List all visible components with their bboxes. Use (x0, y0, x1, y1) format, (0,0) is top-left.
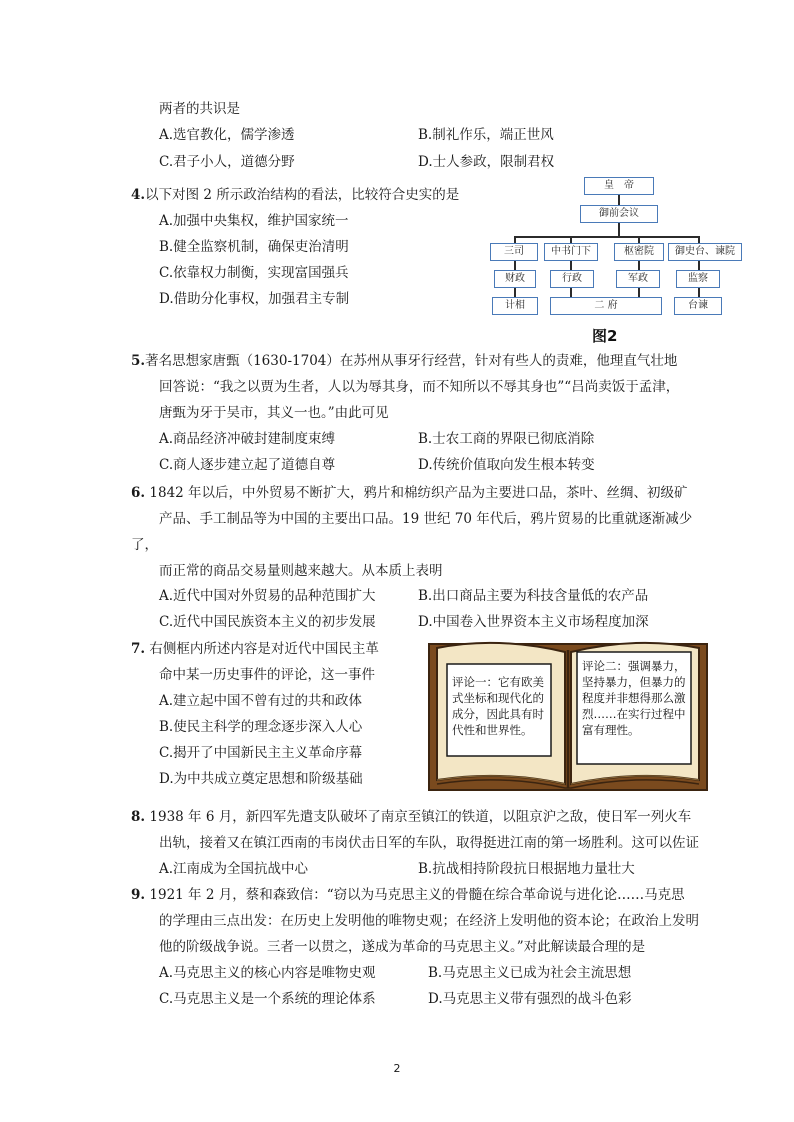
q9-option-d: D.马克思主义带有强烈的战斗色彩 (428, 991, 632, 1007)
q6-line-3: 了， (131, 537, 158, 553)
q7-option-a: A.建立起中国不曾有过的共和政体 (159, 693, 363, 709)
q4-option-c: C.依靠权力制衡，实现富国强兵 (159, 265, 349, 281)
connector (514, 236, 698, 238)
connector (570, 260, 572, 270)
q3-option-b: B.制礼作乐，端正世风 (418, 127, 554, 143)
q6-line-4: 而正常的商品交易量则越来越大。从本质上表明 (159, 563, 443, 579)
question-number: 8. (131, 809, 146, 825)
connector (698, 260, 700, 270)
question-number: 6. (131, 485, 146, 501)
q5-option-a: A.商品经济冲破封建制度束缚 (159, 431, 336, 447)
q6-option-a: A.近代中国对外贸易的品种范围扩大 (159, 588, 376, 604)
q3-option-c: C.君子小人，道德分野 (159, 154, 295, 170)
q8-text: 1938 年 6 月，新四军先遣支队破坏了南京至镇江的铁道，以阻京沪之敌，使日军一列火车 (149, 809, 692, 825)
q6-option-b: B.出口商品主要为科技含量低的农产品 (418, 588, 649, 604)
q6-option-d: D.中国卷入世界资本主义市场程度加深 (418, 614, 649, 630)
q4-option-b: B.健全监察机制，确保吏治清明 (159, 239, 349, 255)
q5-option-c: C.商人逐步建立起了道德自尊 (159, 457, 336, 473)
political-structure-diagram (488, 174, 748, 344)
page-number: 2 (393, 1062, 401, 1075)
q7-text: 右侧框内所述内容是对近代中国民主革 (149, 641, 379, 657)
q7-line-2: 命中某一历史事件的评论，这一事件 (159, 667, 375, 683)
q3-option-d: D.士人参政，限制君权 (418, 154, 555, 170)
q5-text: 著名思想家唐甄（1630-1704）在苏州从事牙行经营，针对有些人的责难，他理直气壮地 (145, 353, 678, 369)
q6-line-1 (131, 484, 688, 502)
q3-stem-tail: 两者的共识是 (159, 101, 240, 117)
q4-option-d: D.借助分化事权，加强君主专制 (159, 291, 350, 307)
open-book-illustration (425, 634, 711, 794)
q9-text: 1921 年 2 月，蔡和森致信：“窃以为马克思主义的骨髓在综合革命说与进化论……马克思 (149, 887, 685, 903)
connector (638, 260, 640, 270)
q6-option-c: C.近代中国民族资本主义的初步发展 (159, 614, 376, 630)
box-imperial-council: 御前会议 (580, 205, 658, 223)
comment-two: 评论二：强调暴力，坚持暴力，但暴力的程度并非想得那么激烈……在实行过程中富有理性。 (582, 659, 686, 737)
figure-label: 图2 (592, 327, 618, 345)
q5-line-1 (131, 352, 677, 370)
q7-option-d: D.为中共成立奠定思想和阶级基础 (159, 771, 363, 787)
q8-option-a: A.江南成为全国抗战中心 (159, 861, 309, 877)
box-supervision: 监察 (676, 270, 720, 288)
q8-line-1 (131, 808, 691, 826)
q9-option-a: A.马克思主义的核心内容是唯物史观 (159, 965, 376, 981)
box-shumiyuan: 枢密院 (614, 243, 664, 261)
box-erfu: 二 府 (550, 297, 662, 315)
q9-line-1 (131, 886, 685, 904)
q5-option-d: D.传统价值取向发生根本转变 (418, 457, 595, 473)
q9-option-c: C.马克思主义是一个系统的理论体系 (159, 991, 376, 1007)
box-sansi: 三司 (490, 243, 538, 261)
box-zhongshu-menxia: 中书门下 (544, 243, 598, 261)
connector (618, 222, 620, 236)
question-number: 7. (131, 641, 146, 657)
q4-question (131, 186, 459, 204)
q8-line-2: 出轨，接着又在镇江西南的韦岗伏击日军的车队，取得挺进江南的第一场胜利。这可以佐证 (159, 835, 699, 851)
q7-option-b: B.使民主科学的理念逐步深入人心 (159, 719, 363, 735)
connector (514, 260, 516, 270)
q4-option-a: A.加强中央集权，维护国家统一 (159, 213, 349, 229)
box-taijian: 台谏 (674, 297, 722, 315)
q3-option-a: A.选官教化，儒学渗透 (159, 127, 295, 143)
question-number: 4. (131, 187, 146, 203)
box-military: 军政 (616, 270, 660, 288)
q6-line-2: 产品、手工制品等为中国的主要出口品。19 世纪 70 年代后，鸦片贸易的比重就逐渐减少 (159, 511, 693, 527)
box-finance: 财政 (494, 270, 536, 288)
q9-option-b: B.马克思主义已成为社会主流思想 (428, 965, 632, 981)
q6-text: 1842 年以后，中外贸易不断扩大，鸦片和棉纺织产品为主要进口品，茶叶、丝绸、初级矿 (149, 485, 688, 501)
box-emperor: 皇 帝 (584, 177, 654, 195)
comment-one: 评论一：它有欧美式坐标和现代化的成分，因此具有时代性和世界性。 (452, 675, 544, 737)
q9-line-2: 的学理由三点出发：在历史上发明他的唯物史观；在经济上发明他的资本论；在政治上发明 (159, 913, 699, 929)
q5-line-2: 回答说：“我之以贾为生者，人以为辱其身，而不知所以不辱其身也”“吕尚卖饭于孟津， (159, 379, 680, 395)
q8-option-b: B.抗战相持阶段抗日根据地力量壮大 (418, 861, 635, 877)
q7-option-c: C.揭开了中国新民主主义革命序幕 (159, 745, 363, 761)
box-administration: 行政 (550, 270, 594, 288)
q5-option-b: B.士农工商的界限已彻底消除 (418, 431, 595, 447)
q7-line-1 (131, 640, 379, 658)
q5-line-3: 唐甄为牙于吴市，其义一也。”由此可见 (159, 405, 389, 421)
box-jixiang: 计相 (492, 297, 538, 315)
q4-stem: 以下对图 2 所示政治结构的看法，比较符合史实的是 (145, 187, 460, 203)
question-number: 5. (131, 353, 146, 369)
box-yushitai: 御史台、谏院 (668, 243, 742, 261)
question-number: 9. (131, 887, 146, 903)
q9-line-3: 他的阶级战争说。三者一以贯之，遂成为革命的马克思主义。”对此解读最合理的是 (159, 939, 646, 955)
